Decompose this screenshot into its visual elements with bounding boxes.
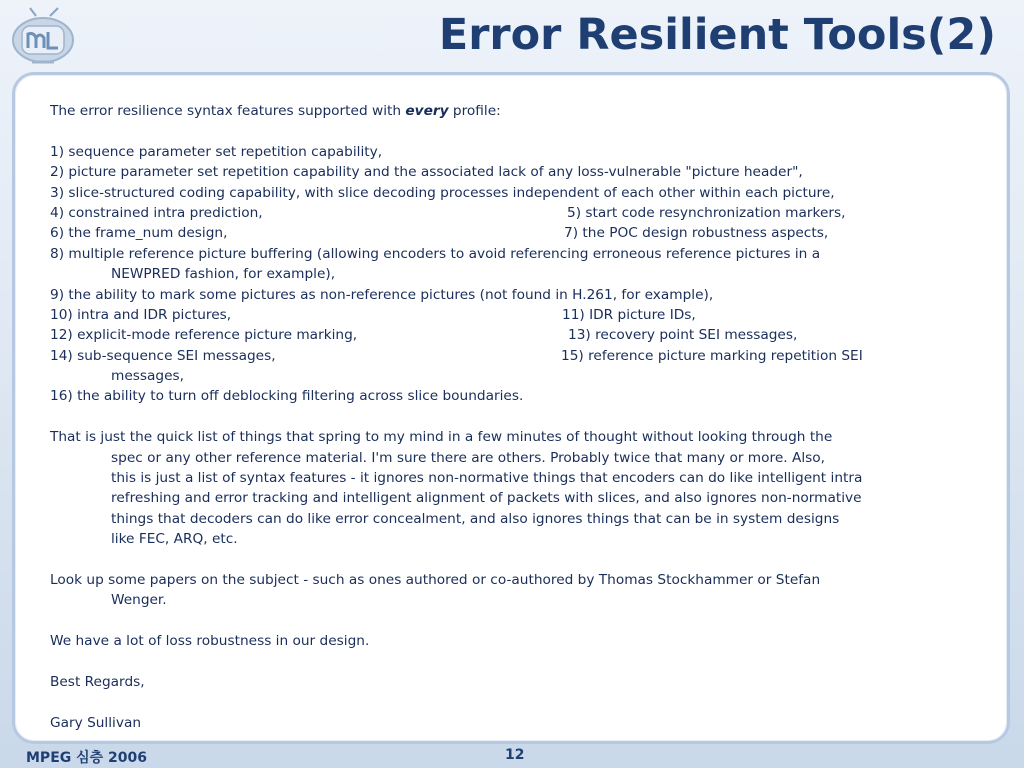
list-item: 4) constrained intra prediction,	[50, 204, 263, 221]
paragraph-line: refreshing and error tracking and intelligent alignment of packets with slices, and also ignores non-normative	[111, 490, 862, 507]
paragraph-line: things that decoders can do like error concealment, and also ignores things that can be in system designs	[111, 510, 840, 527]
intro-prefix: The error resilience syntax features supported with	[50, 103, 406, 119]
list-item: 16) the ability to turn off deblocking filtering across slice boundaries.	[50, 388, 524, 405]
list-item: 11) IDR picture IDs,	[562, 306, 696, 323]
paragraph-line: this is just a list of syntax features - it ignores non-normative things that encoders can do like intelligent intra	[111, 470, 863, 487]
paragraph-line: spec or any other reference material. I'm sure there are others. Probably twice that many or more. Also,	[111, 449, 825, 466]
list-item-continuation: NEWPRED fashion, for example),	[111, 266, 336, 283]
paragraph-line: That is just the quick list of things that spring to my mind in a few minutes of thought without looking through the	[50, 429, 833, 446]
page-number: 12	[505, 747, 525, 763]
list-row	[50, 223, 990, 243]
list-row	[50, 346, 990, 366]
list-item: 15) reference picture marking repetition SEI	[561, 347, 863, 364]
intro-suffix: profile:	[448, 103, 501, 119]
list-item: 2) picture parameter set repetition capability and the associated lack of any loss-vulnerable "picture header",	[50, 164, 803, 181]
intro-line	[50, 101, 990, 121]
signature-line: Gary Sullivan	[50, 714, 142, 731]
list-item: 6) the frame_num design,	[50, 225, 228, 242]
list-item: 8) multiple reference picture buffering (allowing encoders to avoid referencing erroneous reference pictures in a	[50, 245, 821, 262]
list-item: 5) start code resynchronization markers,	[567, 204, 846, 221]
list-row	[50, 305, 990, 325]
paragraph-line: Look up some papers on the subject - such as ones authored or co-authored by Thomas Stockhammer or Stefan	[50, 571, 821, 588]
footer-label: MPEG 심층 2006	[26, 750, 148, 766]
intro-emphasis: every	[405, 103, 449, 119]
list-item: 1) sequence parameter set repetition capability,	[50, 143, 383, 160]
list-item: 10) intra and IDR pictures,	[50, 306, 232, 323]
list-item: 13) recovery point SEI messages,	[568, 327, 798, 344]
list-item: 7) the POC design robustness aspects,	[564, 225, 829, 242]
list-item: 14) sub-sequence SEI messages,	[50, 347, 276, 364]
tv-logo-icon	[10, 6, 76, 66]
paragraph-line: Wenger.	[111, 592, 167, 609]
closing-line: Best Regards,	[50, 673, 145, 690]
list-item: 3) slice-structured coding capability, with slice decoding processes independent of each other within each picture,	[50, 184, 835, 201]
list-row	[50, 203, 990, 223]
list-row	[50, 325, 990, 345]
list-item: 9) the ability to mark some pictures as non-reference pictures (not found in H.261, for example),	[50, 286, 714, 303]
paragraph-line: We have a lot of loss robustness in our design.	[50, 633, 370, 650]
slide-title: Error Resilient Tools(2)	[438, 10, 996, 60]
list-item: 12) explicit-mode reference picture marking,	[50, 327, 358, 344]
paragraph-line: like FEC, ARQ, etc.	[111, 531, 238, 548]
list-item-continuation: messages,	[111, 368, 184, 385]
slide-body	[50, 101, 990, 733]
